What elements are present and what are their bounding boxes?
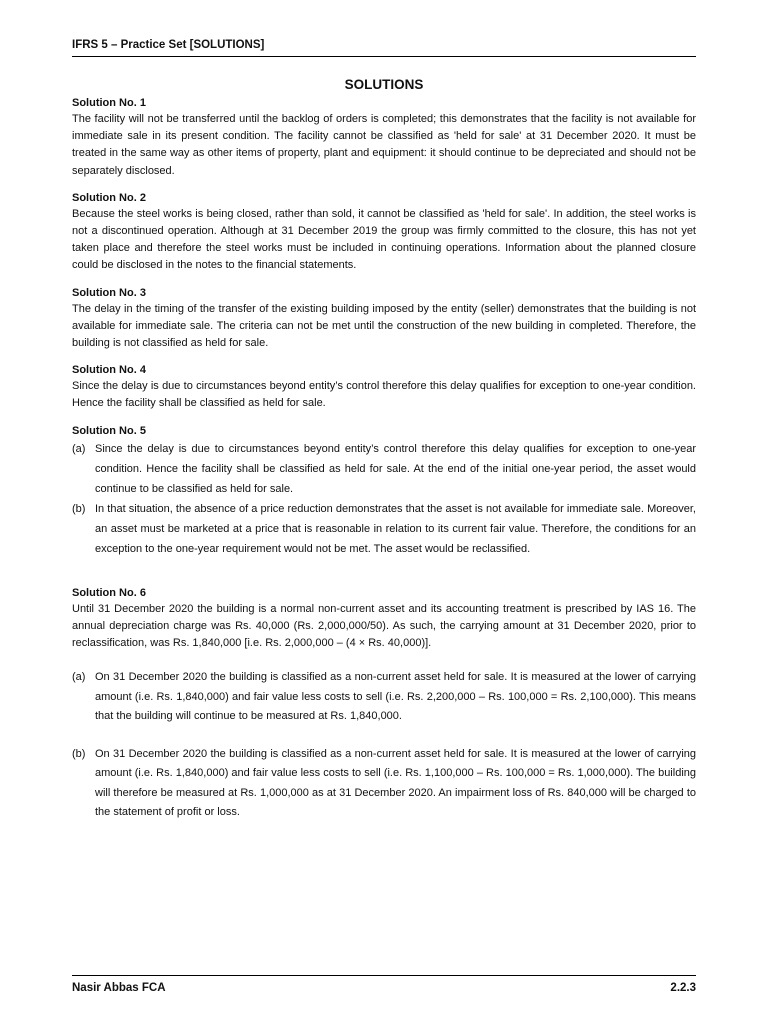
page-title: SOLUTIONS bbox=[344, 77, 424, 92]
footer-author: Nasir Abbas FCA bbox=[72, 982, 166, 994]
list-item-text: On 31 December 2020 the building is classified as a non-current asset held for sale. It is measured at the lower of carrying amount (i.e. Rs. 1,840,000) and fair value less costs to sell (i.e. Rs. 2,200,000 – Rs. 100,000 = Rs. 2,100,000). This means that the building will continue to be measured at Rs. 1,840,000. bbox=[95, 671, 696, 723]
solution-text: Until 31 December 2020 the building is a normal non-current asset and its accounting treatment is prescribed by IAS 16. The annual depreciation charge was Rs. 40,000 (Rs. 2,000,000/50). As such, the carrying amount at 31 December 2020, prior to reclassification, was Rs. 1,840,000 [i.e. Rs. 2,000,000 – (4 × Rs. 40,000)]. bbox=[72, 602, 696, 650]
list-item bbox=[72, 668, 696, 727]
solution-3 bbox=[72, 285, 696, 353]
solution-list bbox=[72, 439, 696, 559]
solution-heading: Solution No. 6 bbox=[72, 586, 146, 599]
list-item-text: In that situation, the absence of a price reduction demonstrates that the asset is not available for immediate sale. Moreover, an asset must be marketed at a price that is reasonable in relation to its current fair value. Therefore, the conditions for an exception to the one-year requirement would not be met. The asset would be reclassified. bbox=[95, 502, 696, 555]
list-item bbox=[72, 499, 696, 559]
solution-text: The facility will not be transferred until the backlog of orders is completed; this demonstrates that the facility is not available for immediate sale in its present condition. The facility cannot be classified as 'held for sale' at 31 December 2020. It must be treated in the same way as other items of property, plant and equipment: it should continue to be depreciated and should not be separately disclosed. bbox=[72, 113, 696, 177]
list-marker: (b) bbox=[72, 747, 86, 760]
solution-text: Since the delay is due to circumstances beyond entity’s control therefore this delay qualifies for exception to one-year condition. Hence the facility shall be classified as held for sale. bbox=[72, 380, 696, 410]
list-item bbox=[72, 439, 696, 499]
page-header: IFRS 5 – Practice Set [SOLUTIONS] bbox=[72, 36, 696, 57]
solution-2 bbox=[72, 190, 696, 275]
list-item-text: On 31 December 2020 the building is classified as a non-current asset held for sale. It is measured at the lower of carrying amount (i.e. Rs. 1,840,000) and fair value less costs to sell (i.e. Rs. 1,100,000 – Rs. 100,000 = Rs. 1,000,000). The building will therefore be measured at Rs. 1,000,000 as at 31 December 2020. An impairment loss of Rs. 840,000 will be charged to the statement of profit or loss. bbox=[95, 747, 696, 819]
solution-5 bbox=[72, 423, 696, 559]
page-number: 2.2.3 bbox=[670, 982, 696, 994]
solution-heading: Solution No. 1 bbox=[72, 97, 146, 109]
solution-heading: Solution No. 4 bbox=[72, 364, 146, 377]
solution-4 bbox=[72, 362, 696, 412]
list-marker: (a) bbox=[72, 671, 86, 684]
document-page bbox=[72, 36, 696, 833]
page-footer bbox=[72, 975, 696, 994]
solution-heading: Solution No. 3 bbox=[72, 286, 146, 299]
solution-text: Because the steel works is being closed, rather than sold, it cannot be classified as 'held for sale'. In addition, the steel works is not a discontinued operation. Although at 31 December 2019 the group was firmly committed to the closure, this has not yet taken place and therefore the steel works must be included in continuing operations. Information about the planned closure could be disclosed in the notes to the financial statements. bbox=[72, 207, 696, 272]
solution-text: The delay in the timing of the transfer of the existing building imposed by the entity (seller) demonstrates that the building is not available for immediate sale. The criteria can not be met until the construction of the new building in completed. Therefore, the building is not classified as held for sale. bbox=[72, 302, 696, 350]
solution-heading: Solution No. 2 bbox=[72, 191, 146, 204]
solution-list bbox=[72, 668, 696, 823]
list-item bbox=[72, 745, 696, 823]
solution-1 bbox=[72, 95, 696, 180]
list-marker: (b) bbox=[72, 502, 86, 515]
list-marker: (a) bbox=[72, 442, 86, 455]
list-item-text: Since the delay is due to circumstances beyond entity’s control therefore this delay qualifies for exception to one-year condition. Hence the facility shall be classified as held for sale. At the end of the initial one-year period, the asset would continue to be classified as held for sale. bbox=[95, 442, 696, 495]
solution-6 bbox=[72, 585, 696, 823]
solution-heading: Solution No. 5 bbox=[72, 424, 146, 437]
